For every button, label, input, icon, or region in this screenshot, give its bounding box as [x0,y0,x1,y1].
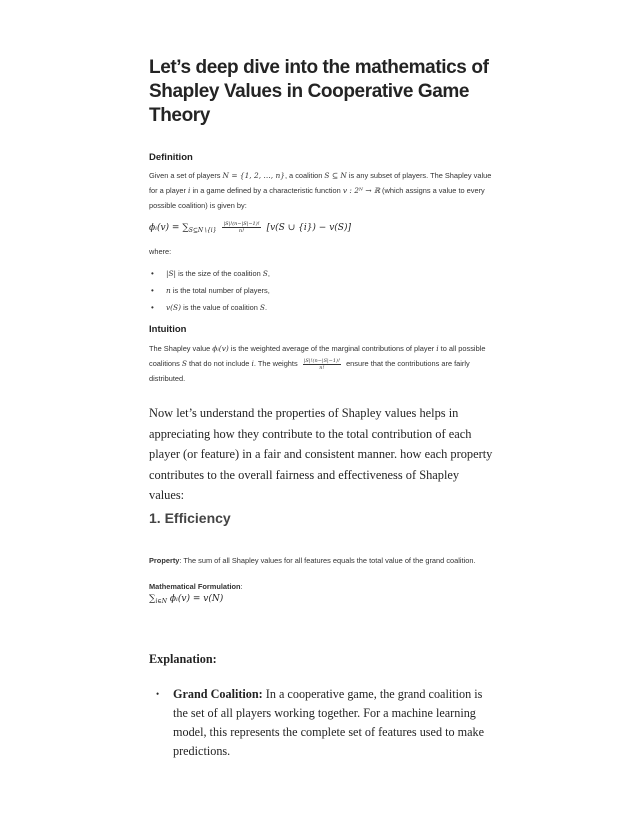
definition-text-3: is any subset of players. The Shapley value for a player [149,171,492,195]
formulation-label [149,579,495,594]
bullet-math: |S| [166,269,177,278]
definition-text-4: in a game defined by a characteristic function [190,186,343,195]
article-title: Let’s deep dive into the mathematics of Shapley Values in Cooperative Game Theory [149,57,489,126]
intuition-text-3: to all possible coalitions [149,344,486,368]
efficiency-heading: 1. Efficiency [149,510,231,526]
coalition-subset-math: S ⊆ N [324,171,347,180]
weight-fraction-numerator: |S|!(n−|S|−1)! [303,357,341,364]
intuition-heading: Intuition [149,324,187,335]
intuition-text-5: . The weights [253,359,300,368]
bullet-text: is the total number of players, [170,286,270,295]
definition-bullets [149,265,495,316]
formula-sum-subscript: i∈N [155,598,168,605]
property-text [149,553,495,568]
intuition-text [149,341,495,386]
explanation-list [149,685,495,761]
formula-sum-symbol: ∑ [149,594,156,604]
formula-rhs: [v(S ∪ {i}) − v(S)] [266,223,351,233]
definition-intro [149,168,495,213]
property-label: Property [149,556,180,565]
definition-heading: Definition [149,152,193,163]
weight-fraction-denominator: n! [319,364,325,371]
weight-fraction [303,358,341,371]
efficiency-formula [149,594,495,605]
formula-lhs: ϕᵢ(v) = ∑ [149,223,189,233]
player-i-math: i [436,344,439,353]
player-i-math: i [188,186,191,195]
shapley-formula [149,221,495,234]
player-set-math: N = {1, 2, …, n} [222,171,285,180]
bullet-text: is the value of coalition [181,303,260,312]
intuition-section [149,324,495,386]
body-paragraph: Now let’s understand the properties of Shapley values helps in appreciating how they contribute to the total contribution of each player (or feature) in a fair and consistent manner. how each property contributes to the overall fairness and effectiveness of Shapley values: [149,406,493,502]
coalition-s-math: S [181,359,187,368]
explanation-item-text: In a cooperative game, the grand coalition is the set of all players working together. For a machine learning model, this represents the complete set of features used to make predictions. [173,687,485,758]
bullet-item [149,265,495,282]
formula-sum-subscript: S⊆N∖{i} [188,227,217,234]
explanation-item [149,685,495,761]
player-i-math: i [251,359,254,368]
bullet-math: v(S) [166,303,182,312]
bullet-text: is the size of the coalition [176,269,263,278]
definition-section [149,152,495,316]
intuition-text-1: The Shapley value [149,344,213,353]
bullet-tail-math: S [262,269,268,278]
intuition-text-2: is the weighted average of the marginal contributions of player [228,344,437,353]
formulation-colon: : [240,582,243,591]
definition-text-1: Given a set of players [149,171,223,180]
intuition-text-4: that do not include [186,359,252,368]
explanation-item-label: Grand Coalition: [173,687,263,701]
bullet-tail: . [264,303,268,312]
formula-fraction-denominator: n! [238,228,245,234]
bullet-tail-math: S [259,303,265,312]
shapley-phi-math: ϕᵢ(v) [212,344,229,353]
efficiency-section [149,553,495,605]
bullet-math: n [166,286,171,295]
definition-text-2: , a coalition [284,171,325,180]
bullet-tail: , [267,269,270,278]
formula-rest: ϕᵢ(v) = v(N) [167,594,224,604]
where-label: where: [149,247,172,256]
bullet-item [149,282,495,299]
explanation-heading: Explanation: [149,652,217,666]
intuition-text-6: ensure that the contributions are fairly distributed. [149,359,470,383]
definition-text-5: (which assigns a value to every possible coalition) is given by: [149,186,485,210]
property-description: : The sum of all Shapley values for all features equals the total value of the grand coalition. [179,556,476,565]
formula-fraction-numerator: |S|!(n−|S|−1)! [223,221,260,227]
characteristic-function-math: v : 2ᴺ → ℝ [342,186,380,195]
formula-fraction [222,221,260,234]
formulation-label-text: Mathematical Formulation [149,582,241,591]
bullet-item [149,299,495,316]
